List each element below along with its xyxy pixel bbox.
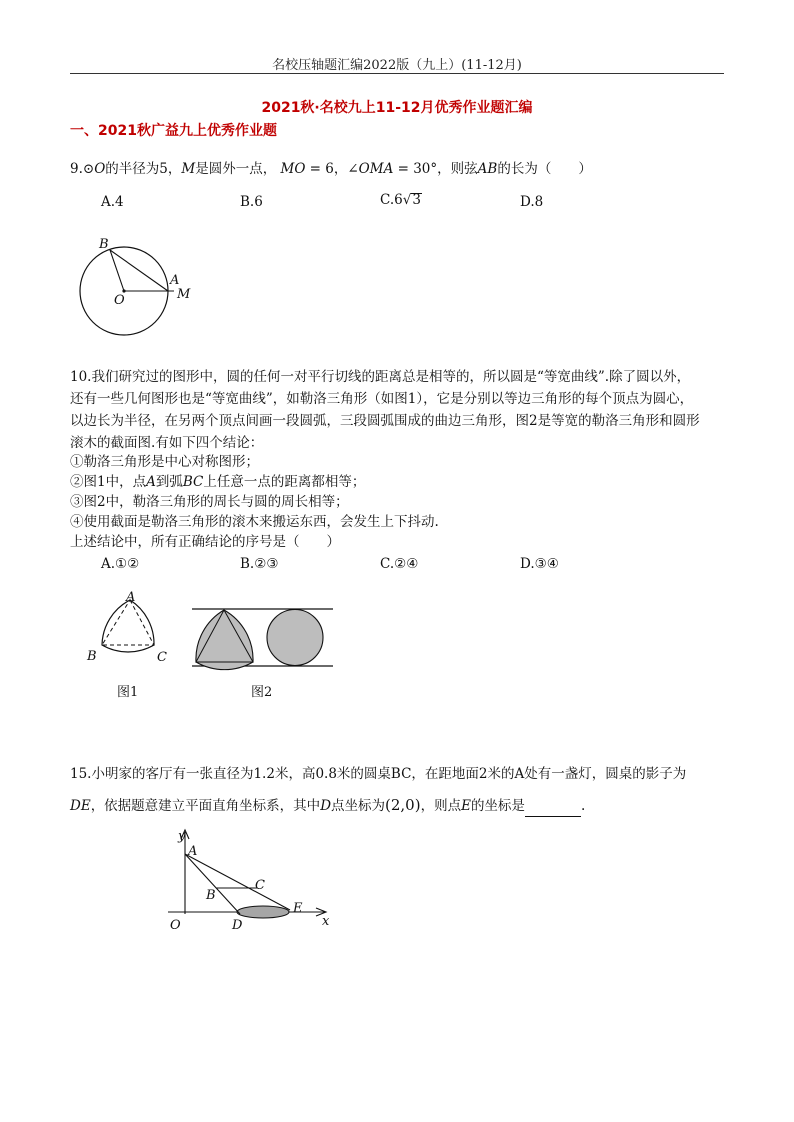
q9-segment-bm <box>110 250 168 291</box>
q15-figure <box>160 826 340 936</box>
label-b: B <box>206 888 216 903</box>
q10-statement-1: ①勒洛三角形是中心对称图形； <box>70 454 259 470</box>
label-x: x <box>322 914 330 929</box>
section-heading: 一、2021秋广益九上优秀作业题 <box>70 123 277 139</box>
q15-text: ，依据题意建立平面直角坐标系，其中 <box>90 798 321 814</box>
answer-blank[interactable] <box>525 802 581 817</box>
q9-var-ab: AB <box>477 161 498 177</box>
shadow-ellipse <box>237 906 289 918</box>
q9-option-c: C.6√3 <box>380 192 421 208</box>
q10-option-b: B.②③ <box>240 556 279 572</box>
label-o: O <box>170 918 181 933</box>
figure-2-caption: 图2 <box>251 685 273 700</box>
header-rule <box>70 73 724 74</box>
q9-text: 的长为（ ） <box>497 161 592 177</box>
label-c: C <box>255 878 265 893</box>
q9-text: 的半径为5， <box>105 161 182 177</box>
q10-figure-2 <box>188 600 338 672</box>
q10-statement-2 <box>70 471 365 493</box>
q15-var-de: DE <box>70 798 91 814</box>
q9-label-o: O <box>114 293 125 308</box>
q9-label-a: A <box>170 273 180 288</box>
q9-text: = 30°，则弦 <box>393 161 478 177</box>
ray-ad <box>185 854 240 914</box>
q10-option-d: D.③④ <box>520 556 559 572</box>
q15-line-1: 15.小明家的客厅有一张直径为1.2米，高0.8米的圆桌BC，在距地面2米的A处有一盏灯，圆桌的影子为 <box>70 766 687 782</box>
q15-var-e: E <box>461 798 471 814</box>
q10-statement-4: ④使用截面是勒洛三角形的滚木来搬运东西，会发生上下抖动. <box>70 514 439 530</box>
circular-roller <box>267 610 323 666</box>
q15-coordinate: (2,0) <box>385 796 421 814</box>
inner-triangle-dashed <box>102 600 154 645</box>
label-y: y <box>178 829 186 844</box>
q10-line-3: 以边长为半径，在另两个顶点间画一段圆弧，三段圆弧围成的曲边三角形，图2是等宽的勒洛三角形和圆形 <box>70 413 700 429</box>
q9-figure <box>70 232 210 342</box>
q9-option-d: D.8 <box>520 194 544 210</box>
q10-option-a: A.①② <box>101 556 140 572</box>
q9-segment-bo <box>110 250 124 291</box>
q15-line-2 <box>70 794 585 817</box>
q9-label-m: M <box>177 287 191 302</box>
q9-var-mo: MO <box>280 161 306 177</box>
label-d: D <box>232 918 243 933</box>
label-e: E <box>293 901 303 916</box>
q10-line-2: 还有一些几何图形也是“等宽曲线”，如勒洛三角形（如图1），它是分别以等边三角形的每个顶点为圆心， <box>70 391 694 407</box>
circle-symbol: ⊙ <box>82 161 95 177</box>
q9-option-c-text: C.6 <box>380 192 403 208</box>
q10-text: ②图1中，点 <box>70 474 147 490</box>
reuleaux-roller <box>196 610 253 670</box>
q9-angle: ∠OMA <box>347 161 394 177</box>
figure-1-caption: 图1 <box>117 685 139 700</box>
q10-line-4: 滚木的截面图.有如下四个结论： <box>70 435 264 451</box>
q9-var-m: M <box>181 161 196 177</box>
fig1-label-a: A <box>126 590 136 605</box>
document-title: 2021秋·名校九上11-12月优秀作业题汇编 <box>261 100 533 116</box>
q9-option-a: A.4 <box>101 194 124 210</box>
ray-ae <box>185 854 290 910</box>
q10-prompt: 上述结论中，所有正确结论的序号是（ ） <box>70 534 340 550</box>
q9-label-b: B <box>99 237 109 252</box>
q15-text: ，则点 <box>420 798 462 814</box>
q10-text: 上任意一点的距离都相等； <box>203 474 366 490</box>
q15-text: 点坐标为 <box>331 798 386 814</box>
q9-option-c-root: 3 <box>412 192 421 208</box>
fig1-label-c: C <box>157 650 167 665</box>
q10-option-c: C.②④ <box>380 556 419 572</box>
q9-text: = 6， <box>305 161 348 177</box>
q10-var-bc: BC <box>182 474 204 490</box>
q10-text: 到弧 <box>155 474 183 490</box>
q15-text: . <box>580 798 586 814</box>
label-a: A <box>188 844 198 859</box>
q10-line-1: 10.我们研究过的图形中，圆的任何一对平行切线的距离总是相等的，所以圆是“等宽曲线”.除了圆以外， <box>70 369 691 385</box>
q9-number: 9. <box>70 161 83 177</box>
q9-var-o: O <box>94 161 106 177</box>
q10-figure-1 <box>80 588 175 668</box>
reuleaux-outline <box>102 600 154 652</box>
q9-stem <box>70 158 592 180</box>
q10-statement-3: ③图2中，勒洛三角形的周长与圆的周长相等； <box>70 494 349 510</box>
q10-var-a: A <box>146 474 156 490</box>
page-header: 名校压轴题汇编2022版（九上）(11-12月) <box>272 58 522 73</box>
q15-text: 的坐标是 <box>470 798 525 814</box>
q9-option-b: B.6 <box>240 194 263 210</box>
q9-text: 是圆外一点， <box>195 161 277 177</box>
q15-var-d: D <box>320 798 332 814</box>
fig1-label-b: B <box>87 649 97 664</box>
